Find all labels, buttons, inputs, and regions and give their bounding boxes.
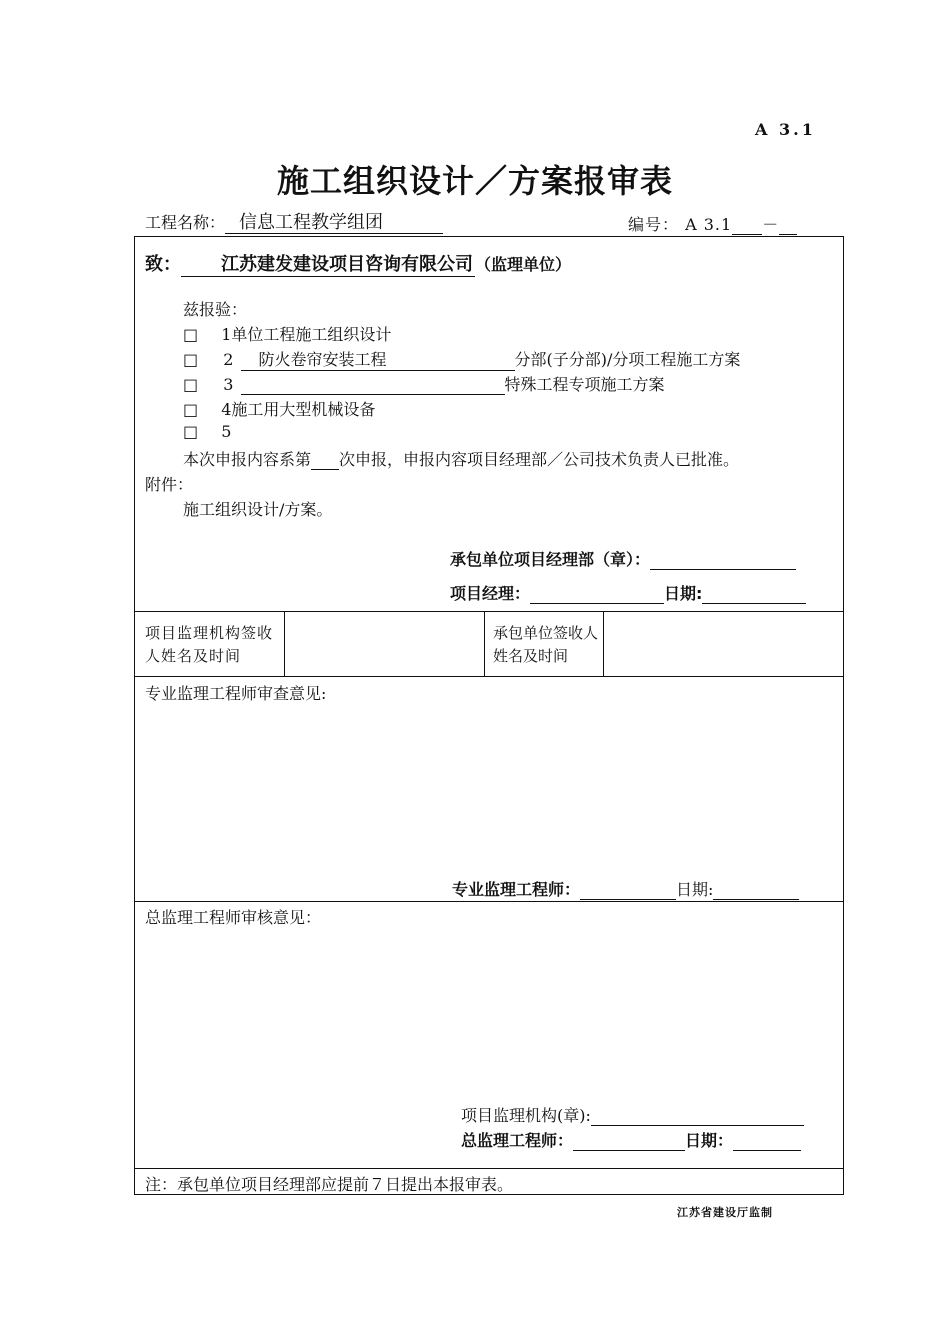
contractor-receipt-label: 承包单位签收人姓名及时间: [493, 624, 599, 665]
submission-intro: 兹报验：: [183, 300, 248, 319]
project-name-value[interactable]: 信息工程教学组团: [225, 213, 443, 234]
form-number-prefix: A 3.1: [685, 215, 733, 234]
project-manager-field[interactable]: [530, 584, 664, 604]
checkbox[interactable]: □: [183, 422, 199, 441]
supervision-org-seal-field[interactable]: [591, 1106, 804, 1126]
project-manager-label: 项目经理：: [450, 584, 531, 603]
chief-date-label: 日期：: [685, 1131, 734, 1150]
divider-col-2: [484, 611, 485, 676]
chief-date-field[interactable]: [733, 1131, 801, 1151]
statement-post: 次申报，申报内容项目经理部／公司技术负责人已批准。: [339, 450, 740, 469]
form-number-blank-2[interactable]: [779, 215, 797, 235]
attachment-text: 施工组织设计/方案。: [183, 500, 333, 519]
project-manager-line: [450, 581, 806, 604]
item-fill-field[interactable]: [241, 375, 505, 395]
recipient-unit-note: （监理单位）: [475, 255, 572, 274]
item-number: 3: [223, 375, 234, 394]
checkbox[interactable]: □: [183, 400, 199, 419]
item-number: 5: [221, 422, 232, 441]
recipient-company[interactable]: 江苏建发建设项目咨询有限公司: [181, 250, 475, 277]
engineer-date-field[interactable]: [713, 880, 799, 900]
divider-col-1: [284, 611, 285, 676]
checkbox[interactable]: □: [183, 350, 199, 369]
form-number-line: [628, 212, 797, 235]
checkbox[interactable]: □: [183, 325, 199, 344]
pm-date-label: 日期:: [664, 584, 703, 603]
issuer-footer: 江苏省建设厅监制: [677, 1206, 773, 1219]
checkbox[interactable]: □: [183, 375, 199, 394]
submission-count-field[interactable]: [311, 450, 339, 470]
item-number: 4: [221, 400, 232, 419]
submission-item-5: [183, 422, 231, 441]
supervision-org-seal-line: [461, 1103, 804, 1126]
contractor-dept-seal-field[interactable]: [650, 550, 796, 570]
item-fill-value: 防火卷帘安装工程: [258, 350, 387, 369]
project-name-label: 工程名称：: [145, 213, 226, 232]
contractor-dept-label: 承包单位项目经理部（章）：: [450, 550, 651, 569]
project-name-line: [145, 210, 443, 234]
form-number-blank-1[interactable]: [732, 215, 762, 235]
submission-statement: [183, 447, 739, 470]
divider-engineer: [134, 901, 844, 902]
engineer-sign-label: 专业监理工程师：: [452, 880, 581, 899]
submission-item-3: [183, 372, 665, 395]
attachment-label: 附件：: [145, 475, 194, 494]
supervision-org-label: 项目监理机构(章):: [461, 1106, 591, 1125]
item-text: 特殊工程专项施工方案: [504, 375, 665, 394]
chief-sign-label: 总监理工程师：: [461, 1131, 574, 1150]
form-number-label: 编号：: [628, 215, 680, 234]
recipient-line: [145, 250, 571, 277]
item-text: 施工用大型机械设备: [231, 400, 376, 419]
chief-review-title: 总监理工程师审核意见：: [145, 908, 322, 927]
chief-sign-field[interactable]: [573, 1131, 685, 1151]
item-number: 1: [221, 325, 232, 344]
chief-review-textarea[interactable]: [140, 930, 840, 1095]
contractor-receipt-field[interactable]: [605, 612, 842, 675]
item-text: 分部(子分部)/分项工程施工方案: [514, 350, 741, 369]
divider-chief: [134, 1168, 844, 1169]
divider-sign-row: [134, 676, 844, 677]
engineer-review-textarea[interactable]: [140, 705, 840, 865]
form-note: 注：承包单位项目经理部应提前７日提出本报审表。: [145, 1175, 514, 1194]
supervision-receipt-label: 项目监理机构签收人姓名及时间: [145, 624, 274, 665]
form-number-sep: －: [762, 215, 780, 234]
submission-item-1: [183, 322, 391, 345]
page-title: 施工组织设计／方案报审表: [276, 162, 673, 200]
engineer-sign-line: [452, 877, 799, 900]
statement-pre: 本次申报内容系第: [183, 450, 312, 469]
item-text: 单位工程施工组织设计: [231, 325, 392, 344]
engineer-date-label: 日期:: [676, 880, 714, 899]
pm-date-field[interactable]: [702, 584, 806, 604]
chief-sign-line: [461, 1128, 801, 1151]
contractor-dept-seal-line: [450, 547, 796, 570]
recipient-label: 致：: [145, 254, 181, 275]
engineer-review-title: 专业监理工程师审查意见:: [145, 684, 327, 703]
submission-item-4: [183, 397, 375, 420]
submission-item-2: [183, 347, 740, 371]
item-number: 2: [223, 350, 234, 369]
divider-col-3: [603, 611, 604, 676]
item-fill-field[interactable]: [241, 347, 515, 371]
supervision-receipt-field[interactable]: [286, 612, 482, 675]
form-code: A 3.1: [755, 120, 816, 139]
engineer-sign-field[interactable]: [580, 880, 676, 900]
